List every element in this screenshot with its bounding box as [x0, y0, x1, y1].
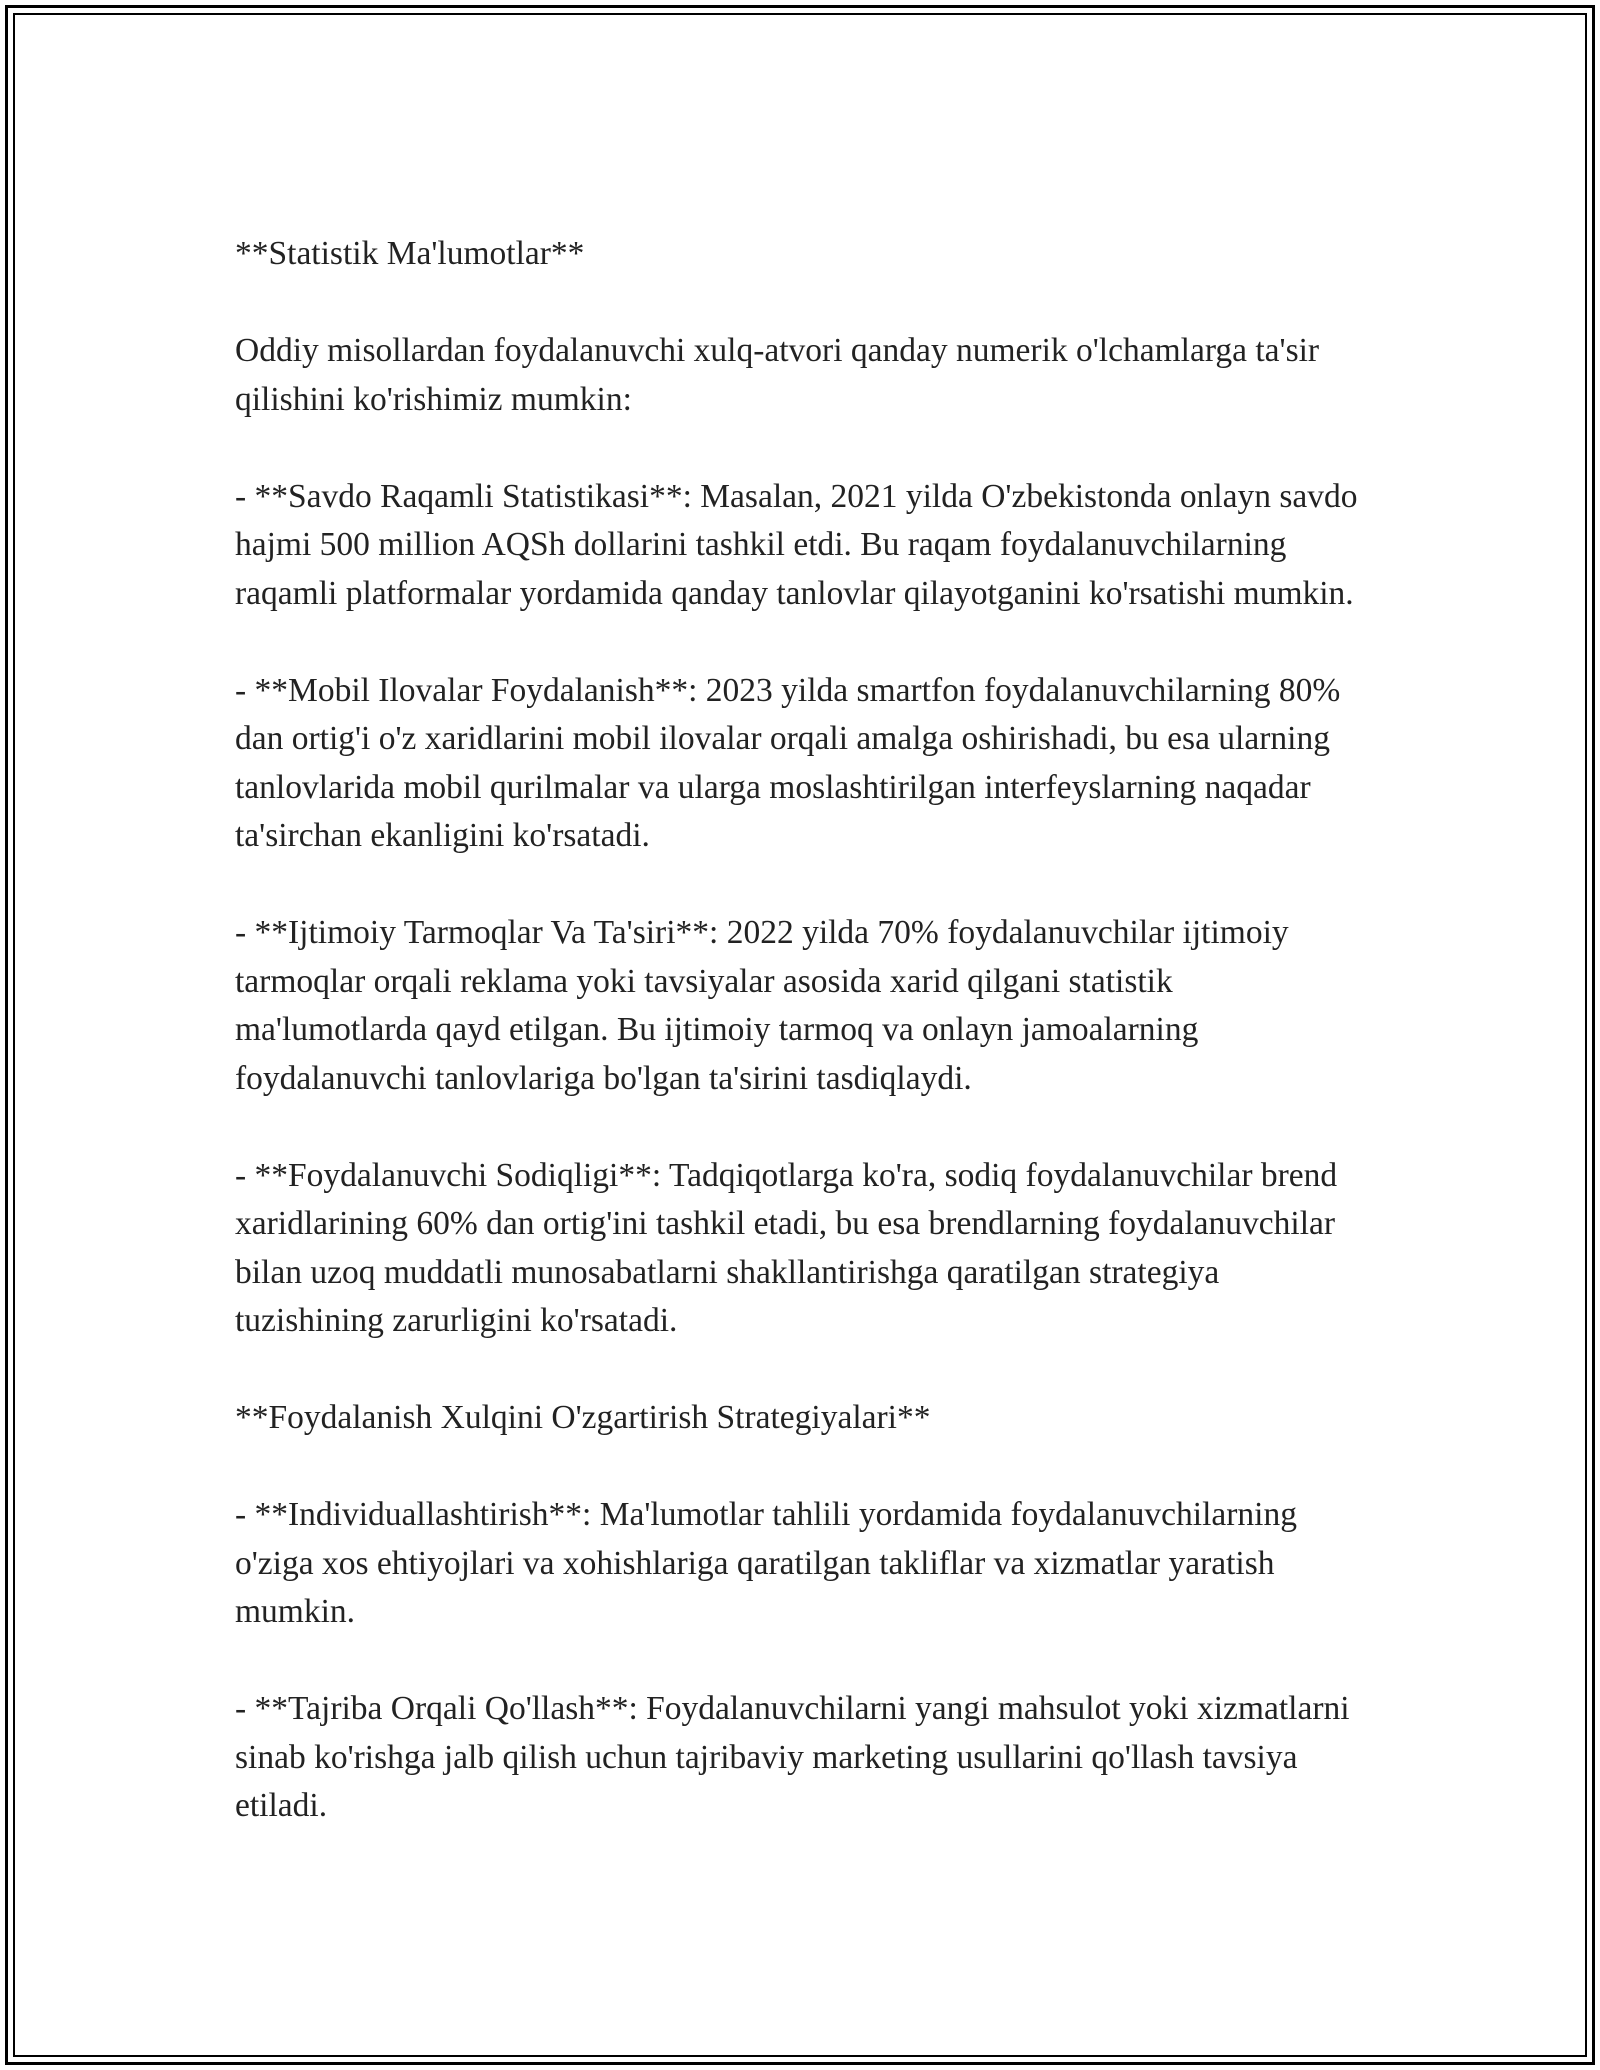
section-heading-strategies: **Foydalanish Xulqini O'zgartirish Strategiyalari**	[235, 1399, 931, 1436]
list-item-individualization: - **Individuallashtirish**: Ma'lumotlar tahlili yordamida foydalanuvchilarning o'ziga xos ehtiyojlari va xohishlariga qaratilgan takliflar va xizmatlar yaratish mumkin.	[235, 1496, 1297, 1630]
list-item-user-loyalty: - **Foydalanuvchi Sodiqligi**: Tadqiqotlarga ko'ra, sodiq foydalanuvchilar brend xaridlarining 60% dan ortig'ini tashkil etadi, bu esa brendlarning foydalanuvchilar bilan uzoq muddatli munosabatlarni shakllantirishga qaratilgan strategiya tuzishining zarurligini ko'rsatadi.	[235, 1156, 1338, 1339]
intro-paragraph: Oddiy misollardan foydalanuvchi xulq-atvori qanday numerik o'lchamlarga ta'sir qilishini ko'rishimiz mumkin:	[235, 332, 1320, 418]
list-item-social-networks: - **Ijtimoiy Tarmoqlar Va Ta'siri**: 2022 yilda 70% foydalanuvchilar ijtimoiy tarmoqlar orqali reklama yoki tavsiyalar asosida xarid qilgani statistik ma'lumotlarda qayd etilgan. Bu ijtimoiy tarmoq va onlayn jamoalarning foydalanuvchi tanlovlariga bo'lgan ta'sirini tasdiqlaydi.	[235, 914, 1289, 1097]
list-item-mobile-apps: - **Mobil Ilovalar Foydalanish**: 2023 yilda smartfon foydalanuvchilarning 80% dan ortig'i o'z xaridlarini mobil ilovalar orqali amalga oshirishadi, bu esa ularning tanlovlarida mobil qurilmalar va ularga moslashtirilgan interfeyslarning naqadar ta'sirchan ekanligini ko'rsatadi.	[235, 671, 1341, 854]
document-body	[235, 230, 1365, 1879]
list-item-experiential-marketing: - **Tajriba Orqali Qo'llash**: Foydalanuvchilarni yangi mahsulot yoki xizmatlarni sinab ko'rishga jalb qilish uchun tajribaviy marketing usullarini qo'llash tavsiya etiladi.	[235, 1690, 1350, 1824]
section-heading-statistics: **Statistik Ma'lumotlar**	[235, 235, 585, 272]
list-item-sales-statistics: - **Savdo Raqamli Statistikasi**: Masalan, 2021 yilda O'zbekistonda onlayn savdo hajmi 500 million AQSh dollarini tashkil etdi. Bu raqam foydalanuvchilarning raqamli platformalar yordamida qanday tanlovlar qilayotganini ko'rsatishi mumkin.	[235, 477, 1358, 612]
